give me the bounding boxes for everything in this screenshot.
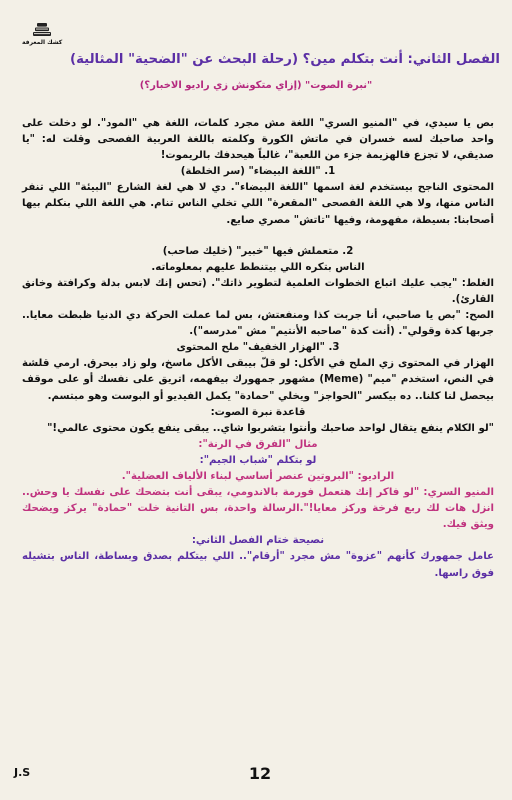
example-heading: مثال "الفرق في الرنة": [198, 438, 318, 450]
example-subheading: لو بتكلم "شباب الجيم": [199, 454, 317, 466]
rule-heading: قاعدة نبرة الصوت: [210, 406, 306, 418]
logo-text: كشك المعرفة [22, 39, 63, 46]
spacer [22, 229, 494, 244]
author-initials: J.S [14, 766, 31, 779]
publisher-logo [22, 20, 62, 46]
rule-text: "لو الكلام ينفع يتقال لواحد صاحبك وأنتوا بتشربوا شاي.. يبقى ينفع يكون محتوى عالمي!" [47, 422, 494, 434]
advice-heading: نصيحة ختام الفصل الثاني: [191, 535, 325, 547]
section-2-text: الناس بتكره اللي بيتنطط عليهم بمعلوماته. [151, 261, 365, 273]
wrong-example: الغلط: "يجب عليك اتباع الخطوات العلمية لتطوير ذاتك". (تحس إنك لابس بدلة وكرافتة وخانق القارئ). [22, 277, 494, 305]
book-stack-icon [30, 20, 54, 38]
right-example: الصح: "بص يا صاحبي، أنا جربت كذا ومنفعتش، بس لما عملت الحركة دي الدنيا ظبطت معايا.. جربها كدة وقولي". (أنت كدة "صاحبه الأنتيم" مش "مدرسه"). [22, 310, 494, 338]
section-1-heading: 1. "اللغة البيضاء" (سر الخلطة) [180, 166, 336, 178]
chapter-subtitle: "نبرة الصوت" (إزاي متكونش زي راديو الاخبار؟) [139, 80, 373, 91]
intro-paragraph: بص يا سيدي، في "المنيو السري" اللغة مش مجرد كلمات، اللغة هي "المود". لو دخلت على واحد صاحبك لسه خسران في ماتش الكورة وكلمته باللغة العربية الفصحى وقلت له: "يا صديقي، لا تجزع فالهزيمة جزء من اللعبة"، غالباً هيحدفك بالريموت! [22, 118, 494, 162]
section-2-heading: 2. متعملش فيها "خبير" (خليك صاحب) [162, 245, 354, 257]
advice-text: عامل جمهورك كأنهم "عزوة" مش مجرد "أرقام".. اللي بيتكلم بصدق وبساطة، الناس بتشيله فوق راسها. [22, 551, 494, 579]
body-text [22, 116, 494, 582]
page-number: 12 [248, 764, 272, 783]
section-1-text: المحتوى الناجح بيستخدم لغة اسمها "اللغة البيضاء". دي لا هي لغة الشارع "البيئة" اللي تنفر الناس منها، ولا هي اللغة الفصحى "المقعرة" اللي تخلي الناس تنام. هي اللغة اللي بنكلم بيها أصحابنا: بسيطة، مفهومة، وفيها "تاتش" مصري صايع. [22, 182, 494, 226]
chapter-title: الفصل الثاني: أنت بتكلم مين؟ (رحلة البحث عن "الضحية" المثالية) [70, 52, 500, 67]
example-radio: الراديو: "البروتين عنصر أساسي لبناء الألياف العضلية". [121, 470, 395, 482]
section-3-text: الهزار في المحتوى زي الملح في الأكل: لو قلّ بيبقى الأكل ماسخ، ولو زاد بيحرق. ارمي قلشة في النص، استخدم "ميم" (Meme) مشهور جمهورك بيفهمه، اتريق على نفسك أو على موقف بيحصل لنا كلنا.. ده بيكسر "الحواجز" ويخلي "حمادة" يكمل الفيديو أو البوست وهو مبتسم. [22, 358, 494, 402]
example-menu: المنيو السري: "لو فاكر إنك هتعمل فورمة بالاندومي، يبقى أنت بتضحك على نفسك يا وحش.. انزل هات لك ربع فرخة وركز معايا!".الرسالة واحدة، بس التانية خلت "حمادة" يركز ويضحك ويثق فيك. [22, 487, 494, 531]
section-3-heading: 3. "الهزار الخفيف" ملح المحتوى [176, 342, 340, 354]
